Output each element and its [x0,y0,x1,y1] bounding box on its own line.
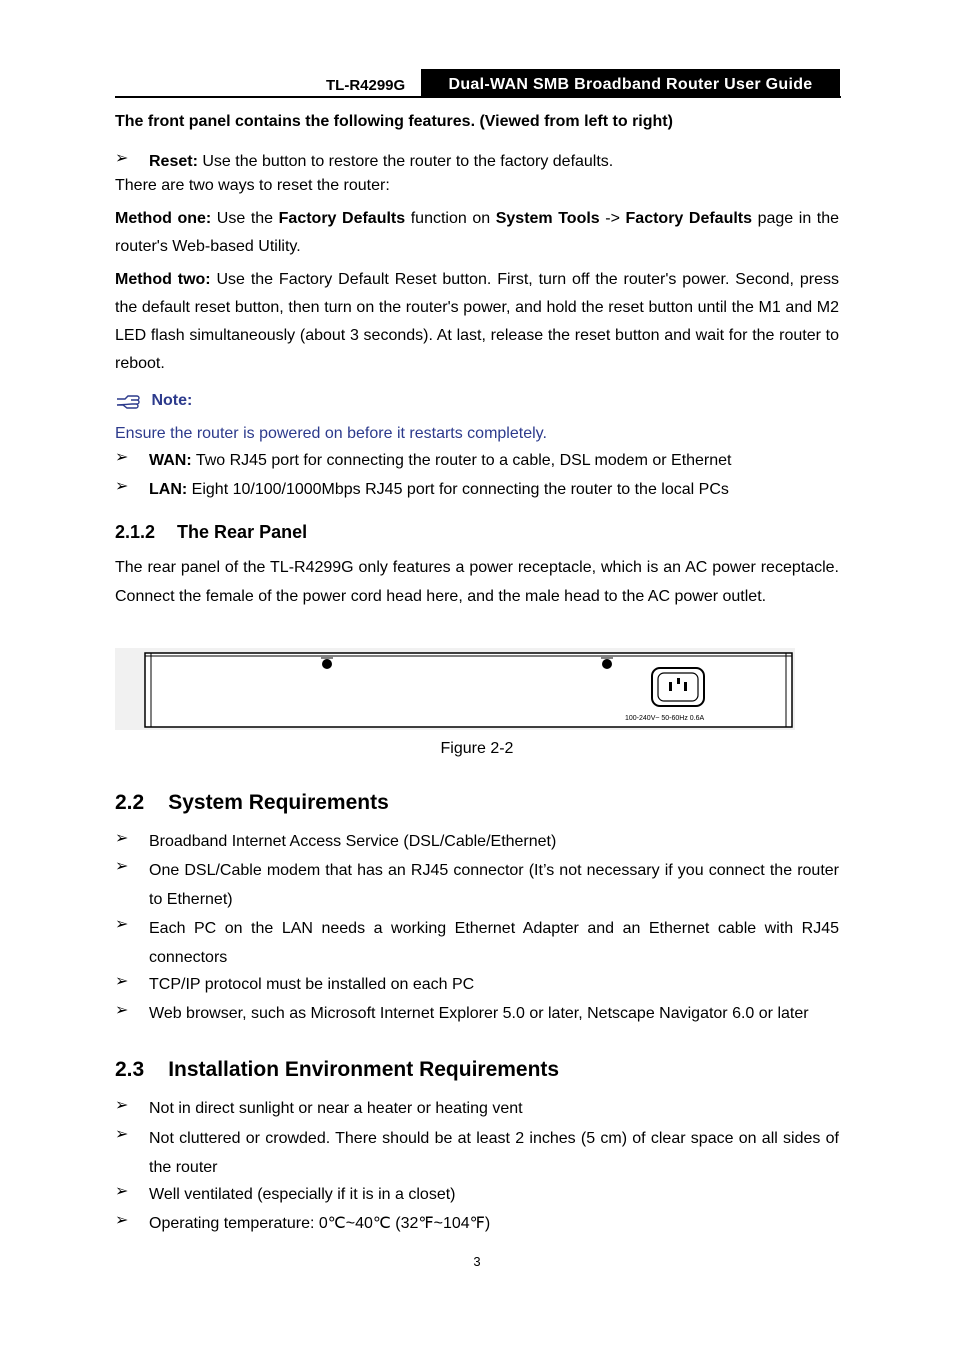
figure-caption: Figure 2-2 [440,740,514,757]
header-rule [115,96,841,98]
reset-ways: There are two ways to reset the router: [115,177,390,194]
bullet-arrow-icon: ➢ [115,830,129,847]
bullet-arrow-icon: ➢ [115,449,129,466]
page-number: 3 [473,1254,481,1269]
note-heading [115,392,192,410]
section-heading-installation-environment: 2.3 Installation Environment Requirements [115,1058,560,1081]
bullet-arrow-icon: ➢ [115,973,129,990]
bullet-arrow-icon: ➢ [115,1126,129,1143]
section-heading-rear-panel: 2.1.2 The Rear Panel [115,522,308,542]
front-panel-intro: The front panel contains the following features. (Viewed from left to right) [115,113,673,130]
note-label: Note: [151,392,193,410]
power-receptacle-icon [652,668,704,706]
bullet-arrow-icon: ➢ [115,1002,129,1019]
note-text: Ensure the router is powered on before it restarts completely. [115,425,547,442]
pointing-hand-icon [115,392,143,410]
bullet-arrow-icon: ➢ [115,150,129,167]
bullet-arrow-icon: ➢ [115,478,129,495]
bullet-arrow-icon: ➢ [115,1212,129,1229]
header-model: TL-R4299G [326,77,406,94]
bullet-arrow-icon: ➢ [115,1097,129,1114]
rear-panel-figure [115,648,795,730]
bullet-arrow-icon: ➢ [115,858,129,875]
reset-text: Use the button to restore the router to the factory defaults. [197,153,614,170]
header-guide-title: Dual-WAN SMB Broadband Router User Guide [421,69,840,97]
method-two: Method two: Use the Factory Default Reset button. First, turn off the router's power. Second, press the default reset button, then turn on the router's power, and hold the reset button until the M1 and M2 LED flash simultaneously (about 3 seconds). At last, release the reset button and wait for the router to reboot. [115,271,839,372]
bullet-arrow-icon: ➢ [115,1183,129,1200]
reset-label: Reset: [149,153,198,170]
method-one: Method one: Use the Factory Defaults function on System Tools -> Factory Defaults page in the router's Web-based Utility. [115,210,840,255]
section-heading-system-requirements: 2.2 System Requirements [115,791,389,814]
rear-panel-text: The rear panel of the TL-R4299G only features a power receptacle, which is an AC power receptacle. Connect the female of the power cord head here, and the male head to the AC power outlet. [115,559,839,605]
bullet-arrow-icon: ➢ [115,916,129,933]
rear-panel-rating-label: 100-240V~ 50-60Hz 0.6A [625,715,705,722]
